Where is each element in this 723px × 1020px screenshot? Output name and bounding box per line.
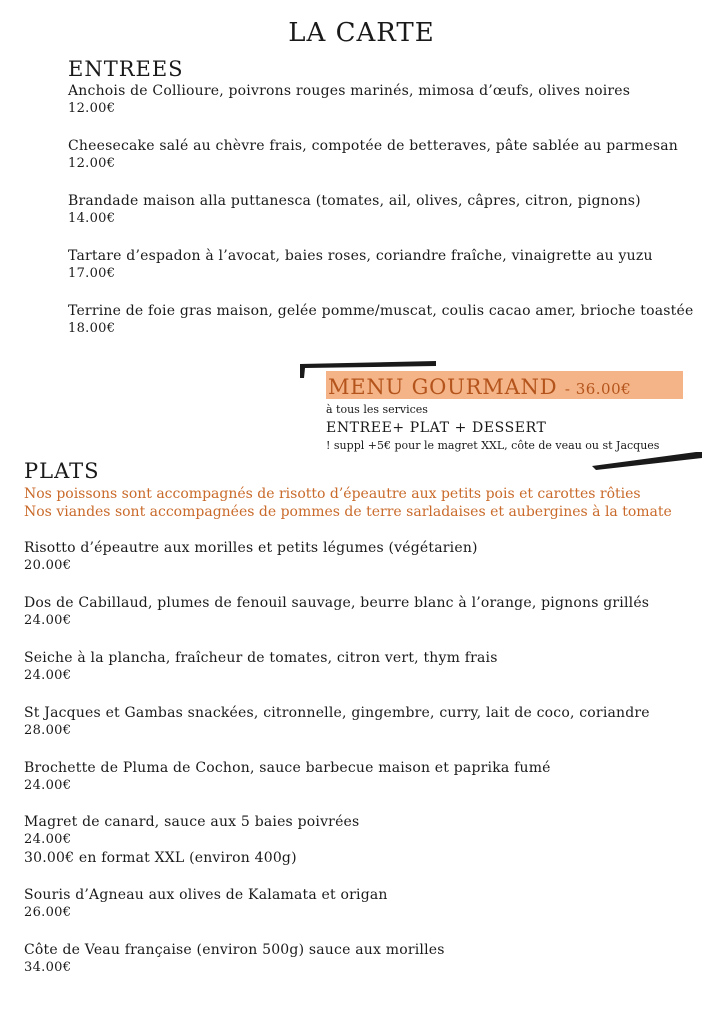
- list-item: [24, 886, 388, 922]
- item-price: 14.00€: [68, 211, 116, 226]
- item-price: 20.00€: [24, 558, 72, 573]
- item-price: 12.00€: [68, 156, 116, 171]
- list-item: [24, 759, 551, 795]
- list-item: [24, 594, 649, 630]
- item-price: 34.00€: [24, 960, 72, 975]
- item-name: Brochette de Pluma de Cochon, sauce barbecue maison et paprika fumé: [24, 760, 551, 776]
- item-name: Seiche à la plancha, fraîcheur de tomates, citron vert, thym frais: [24, 650, 498, 666]
- item-name: Anchois de Collioure, poivrons rouges marinés, mimosa d’œufs, olives noires: [68, 83, 631, 99]
- list-item: [24, 941, 445, 977]
- list-item: [68, 82, 630, 118]
- list-item: [24, 649, 498, 685]
- plats-heading: PLATS: [24, 459, 100, 483]
- item-price: 28.00€: [24, 723, 72, 738]
- page-title: LA CARTE: [288, 18, 435, 48]
- item-name: Souris d’Agneau aux olives de Kalamata et origan: [24, 887, 388, 903]
- list-item: [68, 302, 693, 338]
- item-price: 24.00€: [24, 613, 72, 628]
- item-name: Magret de canard, sauce aux 5 baies poivrées: [24, 814, 360, 830]
- item-name: Risotto d’épeautre aux morilles et petits légumes (végétarien): [24, 540, 478, 556]
- item-price: 12.00€: [68, 101, 116, 116]
- item-price: 18.00€: [68, 321, 116, 336]
- list-item: [68, 137, 678, 173]
- item-name: Côte de Veau française (environ 500g) sauce aux morilles: [24, 942, 445, 958]
- list-item: [24, 813, 359, 867]
- item-extra: 30.00€ en format XXL (environ 400g): [24, 850, 297, 866]
- item-price: 24.00€: [24, 668, 72, 683]
- item-name: Dos de Cabillaud, plumes de fenouil sauvage, beurre blanc à l’orange, pignons grillés: [24, 595, 650, 611]
- menu-gourmand-title: [328, 374, 631, 402]
- item-name: St Jacques et Gambas snackées, citronnelle, gingembre, curry, lait de coco, coriandre: [24, 705, 650, 721]
- plats-note-fish: Nos poissons sont accompagnés de risotto d’épeautre aux petits pois et carottes rôties: [24, 486, 641, 502]
- menu-supplement: ! suppl +5€ pour le magret XXL, côte de veau ou st Jacques: [326, 439, 660, 452]
- item-price: 17.00€: [68, 266, 116, 281]
- list-item: [68, 192, 641, 228]
- list-item: [24, 539, 478, 575]
- list-item: [68, 247, 653, 283]
- plats-note-meat: Nos viandes sont accompagnées de pommes de terre sarladaises et aubergines à la tomate: [24, 504, 672, 520]
- item-name: Terrine de foie gras maison, gelée pomme/muscat, coulis cacao amer, brioche toastée: [68, 303, 694, 319]
- item-price: 24.00€: [24, 832, 72, 847]
- menu-availability: à tous les services: [326, 403, 428, 416]
- item-name: Brandade maison alla puttanesca (tomates, ail, olives, câpres, citron, pignons): [68, 193, 641, 209]
- item-price: 26.00€: [24, 905, 72, 920]
- item-price: 24.00€: [24, 778, 72, 793]
- menu-price: - 36.00€: [564, 380, 632, 398]
- menu-formula: ENTREE+ PLAT + DESSERT: [326, 420, 547, 436]
- menu-title-text: MENU GOURMAND: [328, 375, 558, 399]
- list-item: [24, 704, 650, 740]
- item-name: Cheesecake salé au chèvre frais, compotée de betteraves, pâte sablée au parmesan: [68, 138, 678, 154]
- item-name: Tartare d’espadon à l’avocat, baies roses, coriandre fraîche, vinaigrette au yuzu: [68, 248, 653, 264]
- entrees-heading: ENTREES: [68, 57, 184, 81]
